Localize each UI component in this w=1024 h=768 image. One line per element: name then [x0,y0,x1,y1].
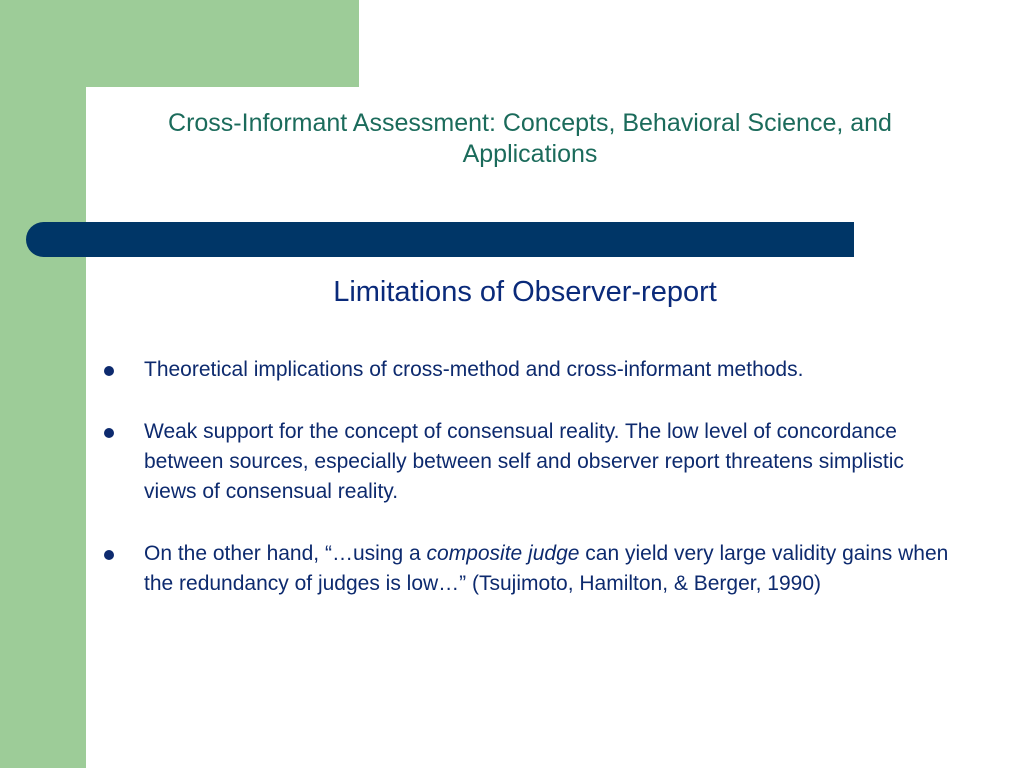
bullet-item [100,539,950,599]
bullet-item [100,417,950,507]
bullet-text [144,542,948,595]
bullet-text-emphasis: composite judge [426,542,580,565]
title-divider-bar [26,222,854,257]
bullet-dot-icon [104,366,114,376]
top-green-decoration [0,0,359,87]
bullet-list [100,355,950,631]
bullet-text-pre: On the other hand, “…using a [144,542,427,565]
bullet-dot-icon [104,428,114,438]
bullet-item [100,355,950,385]
bullet-text-post: can yield very large validity gains when the redundancy of judges is low…” (Tsujimoto, Hamilton, & Berger, 1990) [144,542,949,595]
bullet-text: Weak support for the concept of consensual reality. The low level of concordance between sources, especially between self and observer report threatens simplistic views of consensual reality. [144,420,904,503]
slide-title-line-1: Cross-Informant Assessment: Concepts, Behavioral Science, and [168,109,892,137]
slide-title [100,108,960,170]
bullet-dot-icon [104,550,114,560]
sidebar-green-decoration [0,0,86,768]
slide-title-line-2: Applications [462,140,598,168]
bullet-text: Theoretical implications of cross-method and cross-informant methods. [144,358,804,381]
slide-subtitle: Limitations of Observer-report [333,276,717,308]
